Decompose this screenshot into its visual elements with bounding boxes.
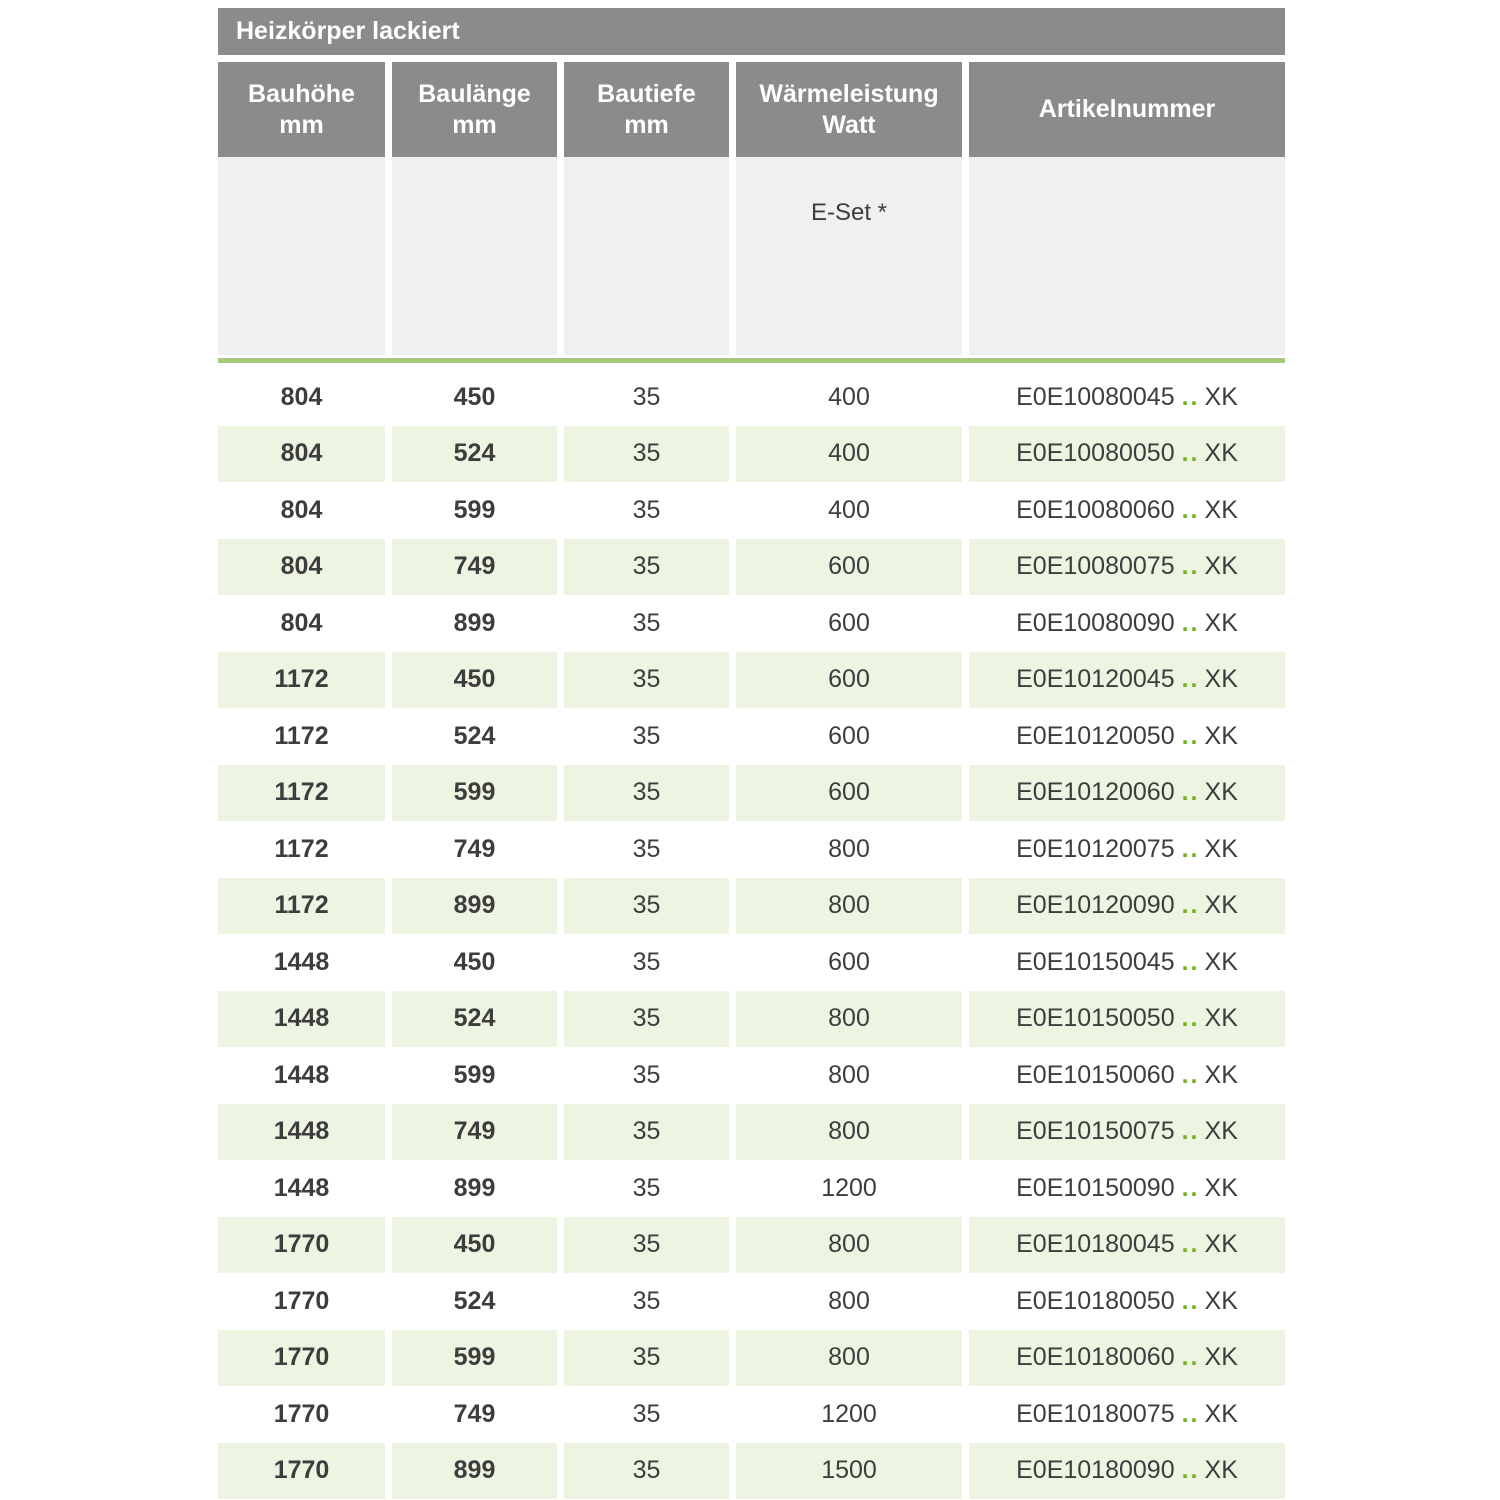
cell-bauhoehe: 1448 bbox=[273, 1173, 330, 1202]
artikel-dots: .. bbox=[1181, 1173, 1200, 1202]
column-header-line1: Bauhöhe bbox=[248, 79, 355, 108]
cell-artikelnummer bbox=[969, 482, 1285, 539]
table-row bbox=[218, 1160, 1285, 1217]
column-header-bautiefe bbox=[564, 62, 729, 157]
cell-bautiefe: 35 bbox=[564, 539, 729, 596]
artikel-dots: .. bbox=[1181, 1004, 1200, 1033]
table-row bbox=[218, 821, 1285, 878]
cell-artikelnummer bbox=[969, 1273, 1285, 1330]
cell-watt: 400 bbox=[828, 495, 870, 524]
table-row bbox=[218, 1273, 1285, 1330]
artikel-suffix: XK bbox=[1204, 665, 1238, 694]
cell-watt: 600 bbox=[736, 765, 962, 822]
column-header-line2: Watt bbox=[822, 110, 876, 139]
table-row bbox=[218, 765, 1285, 822]
artikel-suffix: XK bbox=[1204, 1343, 1238, 1372]
cell-bautiefe: 35 bbox=[632, 834, 661, 863]
column-header-line2: mm bbox=[452, 110, 497, 139]
green-divider bbox=[218, 358, 1285, 363]
cell-watt: 800 bbox=[736, 1217, 962, 1274]
artikel-suffix: XK bbox=[1204, 778, 1238, 807]
cell-artikelnummer bbox=[969, 708, 1285, 765]
cell-bautiefe: 35 bbox=[632, 947, 661, 976]
cell-baulaenge: 749 bbox=[392, 1104, 557, 1161]
artikel-dots: .. bbox=[1181, 608, 1200, 637]
cell-artikelnummer bbox=[969, 934, 1285, 991]
table-row bbox=[218, 652, 1285, 709]
cell-artikelnummer bbox=[969, 1047, 1285, 1104]
cell-bauhoehe: 1770 bbox=[218, 1217, 385, 1274]
column-header-baulaenge bbox=[392, 62, 557, 157]
artikel-number: E0E10180050 bbox=[1016, 1286, 1175, 1315]
cell-artikelnummer bbox=[969, 426, 1285, 483]
table-row bbox=[218, 539, 1285, 596]
column-header-artikelnummer bbox=[969, 62, 1285, 157]
subheader-cell-bautiefe bbox=[564, 157, 729, 355]
artikel-suffix: XK bbox=[1204, 439, 1238, 468]
cell-artikelnummer bbox=[969, 821, 1285, 878]
cell-watt: 600 bbox=[828, 608, 870, 637]
cell-baulaenge: 524 bbox=[392, 991, 557, 1048]
artikel-dots: .. bbox=[1181, 834, 1200, 863]
artikel-number: E0E10180060 bbox=[1016, 1343, 1175, 1372]
table-row bbox=[218, 878, 1285, 935]
cell-baulaenge: 599 bbox=[392, 765, 557, 822]
artikel-dots: .. bbox=[1181, 778, 1200, 807]
artikel-suffix: XK bbox=[1204, 552, 1238, 581]
cell-bauhoehe: 1770 bbox=[218, 1330, 385, 1387]
cell-watt: 800 bbox=[736, 1330, 962, 1387]
column-header-line1: Baulänge bbox=[418, 79, 531, 108]
cell-bauhoehe: 1172 bbox=[218, 652, 385, 709]
column-header-line1: Artikelnummer bbox=[1038, 95, 1216, 123]
artikel-suffix: XK bbox=[1204, 891, 1238, 920]
cell-watt: 800 bbox=[828, 834, 870, 863]
cell-bautiefe: 35 bbox=[632, 721, 661, 750]
cell-baulaenge: 450 bbox=[453, 947, 496, 976]
cell-baulaenge: 599 bbox=[453, 1060, 496, 1089]
cell-artikelnummer bbox=[969, 1217, 1285, 1274]
cell-watt: 800 bbox=[828, 1286, 870, 1315]
cell-watt: 600 bbox=[828, 721, 870, 750]
table-row bbox=[218, 1104, 1285, 1161]
cell-watt: 600 bbox=[736, 539, 962, 596]
artikel-dots: .. bbox=[1181, 721, 1200, 750]
cell-bauhoehe: 804 bbox=[218, 426, 385, 483]
artikel-number: E0E10120050 bbox=[1016, 721, 1175, 750]
table-row bbox=[218, 369, 1285, 426]
artikel-dots: .. bbox=[1181, 1399, 1200, 1428]
cell-bauhoehe: 1172 bbox=[218, 765, 385, 822]
cell-bautiefe: 35 bbox=[632, 1060, 661, 1089]
cell-baulaenge: 899 bbox=[392, 878, 557, 935]
artikel-dots: .. bbox=[1181, 1060, 1200, 1089]
cell-artikelnummer bbox=[969, 595, 1285, 652]
artikel-suffix: XK bbox=[1204, 495, 1238, 524]
cell-bauhoehe: 1770 bbox=[218, 1443, 385, 1500]
cell-bautiefe: 35 bbox=[564, 426, 729, 483]
cell-watt: 400 bbox=[828, 382, 870, 411]
cell-artikelnummer bbox=[969, 369, 1285, 426]
cell-baulaenge: 749 bbox=[453, 1399, 496, 1428]
cell-watt: 800 bbox=[736, 1104, 962, 1161]
artikel-suffix: XK bbox=[1204, 1173, 1238, 1202]
artikel-number: E0E10180075 bbox=[1016, 1399, 1175, 1428]
artikel-suffix: XK bbox=[1204, 834, 1238, 863]
cell-artikelnummer bbox=[969, 1330, 1285, 1387]
table-row bbox=[218, 426, 1285, 483]
table-row bbox=[218, 482, 1285, 539]
artikel-number: E0E10080090 bbox=[1016, 608, 1175, 637]
cell-baulaenge: 524 bbox=[392, 426, 557, 483]
column-header-waermeleistung bbox=[736, 62, 962, 157]
artikel-suffix: XK bbox=[1204, 608, 1238, 637]
artikel-dots: .. bbox=[1181, 1456, 1200, 1485]
cell-baulaenge: 450 bbox=[453, 382, 496, 411]
table-subheader-row bbox=[218, 157, 1285, 355]
artikel-suffix: XK bbox=[1204, 1230, 1238, 1259]
artikel-number: E0E10120060 bbox=[1016, 778, 1175, 807]
cell-bautiefe: 35 bbox=[632, 1286, 661, 1315]
cell-baulaenge: 450 bbox=[392, 652, 557, 709]
cell-watt: 800 bbox=[736, 878, 962, 935]
artikel-number: E0E10180045 bbox=[1016, 1230, 1175, 1259]
cell-bauhoehe: 804 bbox=[280, 495, 323, 524]
artikel-number: E0E10080045 bbox=[1016, 382, 1175, 411]
table-row bbox=[218, 991, 1285, 1048]
artikel-dots: .. bbox=[1181, 947, 1200, 976]
artikel-suffix: XK bbox=[1204, 1399, 1238, 1428]
cell-bautiefe: 35 bbox=[564, 991, 729, 1048]
cell-bautiefe: 35 bbox=[564, 652, 729, 709]
cell-artikelnummer bbox=[969, 991, 1285, 1048]
artikel-suffix: XK bbox=[1204, 1117, 1238, 1146]
artikel-dots: .. bbox=[1181, 1343, 1200, 1372]
artikel-number: E0E10120045 bbox=[1016, 665, 1175, 694]
artikel-number: E0E10120075 bbox=[1016, 834, 1175, 863]
subheader-cell-baulaenge bbox=[392, 157, 557, 355]
table-row bbox=[218, 1330, 1285, 1387]
cell-watt: 1500 bbox=[736, 1443, 962, 1500]
cell-baulaenge: 524 bbox=[453, 721, 496, 750]
cell-bauhoehe: 1448 bbox=[218, 991, 385, 1048]
cell-watt: 600 bbox=[736, 652, 962, 709]
column-header-line2: mm bbox=[624, 110, 669, 139]
artikel-suffix: XK bbox=[1204, 947, 1238, 976]
artikel-number: E0E10080050 bbox=[1016, 439, 1175, 468]
cell-watt: 1200 bbox=[821, 1173, 877, 1202]
cell-bautiefe: 35 bbox=[564, 1217, 729, 1274]
column-header-line2: mm bbox=[279, 110, 324, 139]
cell-artikelnummer bbox=[969, 652, 1285, 709]
artikel-dots: .. bbox=[1181, 1286, 1200, 1315]
cell-baulaenge: 899 bbox=[392, 1443, 557, 1500]
artikel-number: E0E10150050 bbox=[1016, 1004, 1175, 1033]
cell-baulaenge: 749 bbox=[392, 539, 557, 596]
cell-artikelnummer bbox=[969, 1160, 1285, 1217]
cell-watt: 400 bbox=[736, 426, 962, 483]
table-row bbox=[218, 595, 1285, 652]
artikel-number: E0E10180090 bbox=[1016, 1456, 1175, 1485]
eset-label: E-Set * bbox=[810, 199, 888, 226]
artikel-dots: .. bbox=[1181, 1117, 1200, 1146]
cell-artikelnummer bbox=[969, 1104, 1285, 1161]
artikel-number: E0E10150075 bbox=[1016, 1117, 1175, 1146]
cell-bautiefe: 35 bbox=[564, 878, 729, 935]
table-row bbox=[218, 1386, 1285, 1443]
table-row bbox=[218, 708, 1285, 765]
artikel-suffix: XK bbox=[1204, 382, 1238, 411]
artikel-suffix: XK bbox=[1204, 721, 1238, 750]
cell-artikelnummer bbox=[969, 1443, 1285, 1500]
cell-watt: 1200 bbox=[821, 1399, 877, 1428]
table-row bbox=[218, 1047, 1285, 1104]
cell-bauhoehe: 1770 bbox=[273, 1399, 330, 1428]
artikel-number: E0E10080060 bbox=[1016, 495, 1175, 524]
subheader-cell-eset bbox=[736, 157, 962, 355]
cell-bautiefe: 35 bbox=[632, 608, 661, 637]
artikel-number: E0E10150090 bbox=[1016, 1173, 1175, 1202]
column-header-line1: Bautiefe bbox=[597, 79, 696, 108]
cell-baulaenge: 599 bbox=[453, 495, 496, 524]
cell-bauhoehe: 1448 bbox=[273, 947, 330, 976]
cell-bauhoehe: 1172 bbox=[218, 878, 385, 935]
artikel-dots: .. bbox=[1181, 495, 1200, 524]
artikel-suffix: XK bbox=[1204, 1004, 1238, 1033]
cell-baulaenge: 450 bbox=[392, 1217, 557, 1274]
artikel-suffix: XK bbox=[1204, 1456, 1238, 1485]
artikel-number: E0E10150045 bbox=[1016, 947, 1175, 976]
artikel-dots: .. bbox=[1181, 552, 1200, 581]
product-spec-table bbox=[218, 8, 1285, 1499]
cell-watt: 600 bbox=[828, 947, 870, 976]
table-row bbox=[218, 934, 1285, 991]
artikel-number: E0E10120090 bbox=[1016, 891, 1175, 920]
table-row bbox=[218, 1217, 1285, 1274]
cell-bauhoehe: 804 bbox=[218, 539, 385, 596]
subheader-cell-bauhoehe bbox=[218, 157, 385, 355]
cell-baulaenge: 749 bbox=[453, 834, 496, 863]
subheader-cell-artikelnummer bbox=[969, 157, 1285, 355]
cell-bauhoehe: 1172 bbox=[274, 834, 329, 863]
cell-baulaenge: 899 bbox=[453, 1173, 496, 1202]
cell-bautiefe: 35 bbox=[564, 765, 729, 822]
artikel-number: E0E10080075 bbox=[1016, 552, 1175, 581]
cell-bauhoehe: 1448 bbox=[218, 1104, 385, 1161]
artikel-suffix: XK bbox=[1204, 1060, 1238, 1089]
cell-bautiefe: 35 bbox=[632, 382, 661, 411]
cell-bautiefe: 35 bbox=[632, 1173, 661, 1202]
cell-bauhoehe: 804 bbox=[280, 382, 323, 411]
cell-bauhoehe: 1448 bbox=[273, 1060, 330, 1089]
artikel-dots: .. bbox=[1181, 382, 1200, 411]
cell-baulaenge: 524 bbox=[453, 1286, 496, 1315]
cell-bautiefe: 35 bbox=[564, 1443, 729, 1500]
column-header-bauhoehe bbox=[218, 62, 385, 157]
cell-baulaenge: 899 bbox=[453, 608, 496, 637]
cell-baulaenge: 599 bbox=[392, 1330, 557, 1387]
cell-bautiefe: 35 bbox=[564, 1104, 729, 1161]
cell-bauhoehe: 1172 bbox=[274, 721, 329, 750]
cell-bautiefe: 35 bbox=[632, 1399, 661, 1428]
cell-bautiefe: 35 bbox=[632, 495, 661, 524]
artikel-dots: .. bbox=[1181, 439, 1200, 468]
cell-artikelnummer bbox=[969, 1386, 1285, 1443]
table-title: Heizkörper lackiert bbox=[218, 8, 1285, 55]
artikel-dots: .. bbox=[1181, 891, 1200, 920]
artikel-number: E0E10150060 bbox=[1016, 1060, 1175, 1089]
artikel-suffix: XK bbox=[1204, 1286, 1238, 1315]
table-header-row bbox=[218, 62, 1285, 157]
cell-bauhoehe: 1770 bbox=[273, 1286, 330, 1315]
cell-watt: 800 bbox=[736, 991, 962, 1048]
table-row bbox=[218, 1443, 1285, 1500]
column-header-line1: Wärmeleistung bbox=[759, 79, 939, 108]
cell-artikelnummer bbox=[969, 765, 1285, 822]
table-body bbox=[218, 369, 1285, 1499]
artikel-dots: .. bbox=[1181, 1230, 1200, 1259]
cell-bauhoehe: 804 bbox=[280, 608, 323, 637]
cell-watt: 800 bbox=[828, 1060, 870, 1089]
cell-artikelnummer bbox=[969, 539, 1285, 596]
cell-bautiefe: 35 bbox=[564, 1330, 729, 1387]
artikel-dots: .. bbox=[1181, 665, 1200, 694]
cell-artikelnummer bbox=[969, 878, 1285, 935]
